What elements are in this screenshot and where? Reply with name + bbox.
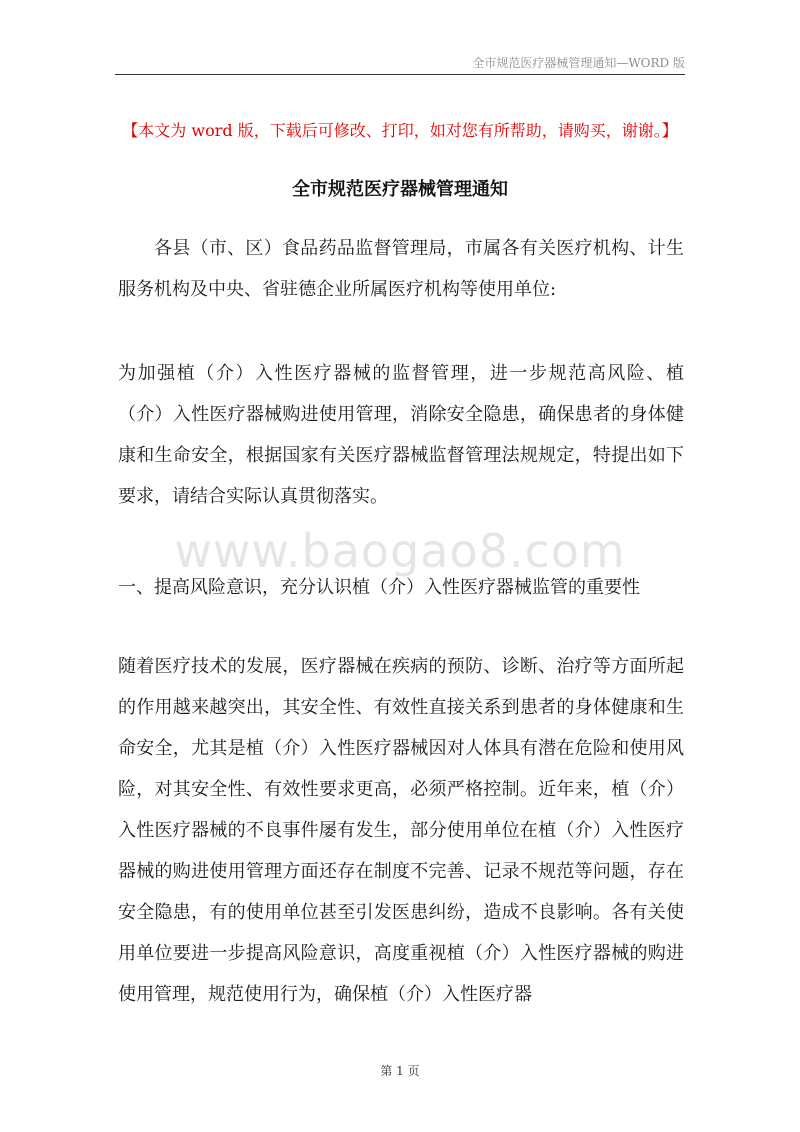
intro-paragraph: 为加强植（介）入性医疗器械的监督管理，进一步规范高风险、植（介）入性医疗器械购进使用管理，消除安全隐患，确保患者的身体健康和生命安全，根据国家有关医疗器械监督管理法规规定，特提出如下要求，请结合实际认真贯彻落实。	[118, 363, 684, 507]
running-header: 全市规范医疗器械管理通知—WORD 版	[472, 56, 685, 70]
document-title: 全市规范医疗器械管理通知	[292, 179, 508, 200]
section-heading-1: 一、提高风险意识，充分认识植（介）入性医疗器械监管的重要性	[118, 577, 640, 598]
header-rule	[115, 74, 685, 75]
recipients-paragraph: 各县（市、区）食品药品监督管理局，市属各有关医疗机构、计生服务机构及中央、省驻德企业所属医疗机构等使用单位:	[118, 238, 684, 300]
page-number: 第 1 页	[380, 1064, 420, 1078]
site-watermark: www.baogao8.com	[174, 524, 626, 578]
purchase-notice: 【本文为 word 版，下载后可修改、打印，如对您有所帮助，请购买，谢谢。】	[122, 121, 678, 140]
section-body-1: 随着医疗技术的发展，医疗器械在疾病的预防、诊断、治疗等方面所起的作用越来越突出，其安全性、有效性直接关系到患者的身体健康和生命安全，尤其是植（介）入性医疗器械因对人体具有潜在危险和使用风险，对其安全性、有效性要求更高，必须严格控制。近年来，植（介）入性医疗器械的不良事件屡有发生，部分使用单位在植（介）入性医疗器械的购进使用管理方面还存在制度不完善、记录不规范等问题，存在安全隐患，有的使用单位甚至引发医患纠纷，造成不良影响。各有关使用单位要进一步提高风险意识，高度重视植（介）入性医疗器械的购进使用管理，规范使用行为，确保植（介）入性医疗器	[118, 656, 684, 1005]
